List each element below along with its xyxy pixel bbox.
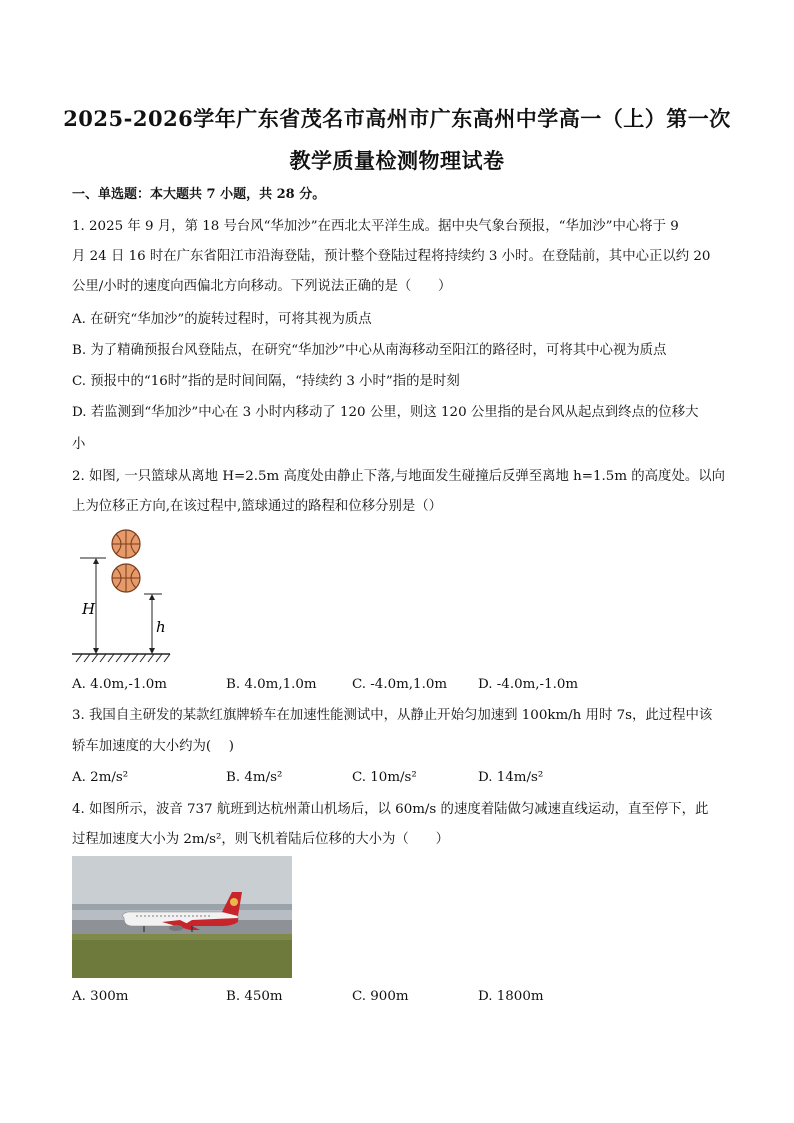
q1-option-d-cont: 小 bbox=[72, 437, 86, 452]
q1-option-a: A. 在研究“华加沙”的旋转过程时，可将其视为质点 bbox=[72, 312, 372, 327]
h-arrow-up bbox=[149, 594, 155, 600]
q2-option-d: D. -4.0m,-1.0m bbox=[478, 677, 579, 692]
q2-option-c: C. -4.0m,1.0m bbox=[352, 677, 448, 692]
q3-option-c: C. 10m/s² bbox=[352, 770, 417, 785]
q4-option-d: D. 1800m bbox=[478, 989, 544, 1004]
q3-stem-line2: 轿车加速度的大小约为( ) bbox=[72, 739, 235, 754]
H-arrow-down bbox=[93, 648, 99, 654]
airplane-photo-svg bbox=[72, 856, 292, 978]
H-label: H bbox=[82, 600, 96, 618]
q2-stem-line1: 2. 如图, 一只篮球从离地 H=2.5m 高度处由静止下落,与地面发生碰撞后反弹至离地 h=1.5m 的高度处。以向 bbox=[72, 469, 726, 484]
basketball-diagram bbox=[70, 522, 180, 664]
H-arrow-up bbox=[93, 558, 99, 564]
q1-option-c: C. 预报中的“16时”指的是时间间隔，“持续约 3 小时”指的是时刻 bbox=[72, 374, 460, 389]
airplane-photo bbox=[72, 856, 292, 978]
q1-stem-line2: 月 24 日 16 时在广东省阳江市沿海登陆，预计整个登陆过程将持续约 3 小时。在登陆前，其中心正以约 20 bbox=[72, 249, 711, 264]
exam-title-line1: 2025-2026学年广东省茂名市高州市广东高州中学高一（上）第一次 bbox=[63, 106, 731, 131]
q4-option-c: C. 900m bbox=[352, 989, 409, 1004]
q2-stem-line2: 上为位移正方向,在该过程中,篮球通过的路程和位移分别是（） bbox=[72, 499, 443, 514]
q1-option-b: B. 为了精确预报台风登陆点，在研究“华加沙”中心从南海移动至阳江的路径时，可将其中心视为质点 bbox=[72, 343, 667, 358]
q4-stem-line1: 4. 如图所示，波音 737 航班到达杭州萧山机场后，以 60m/s 的速度着陆做匀减速直线运动，直至停下，此 bbox=[72, 802, 709, 817]
q2-option-a: A. 4.0m,-1.0m bbox=[72, 677, 167, 692]
basketball-top bbox=[112, 530, 140, 558]
q3-option-b: B. 4m/s² bbox=[226, 770, 283, 785]
h-arrow-down bbox=[149, 648, 155, 654]
q4-stem-line2: 过程加速度大小为 2m/s²，则飞机着陆后位移的大小为（ ） bbox=[72, 832, 449, 847]
q1-stem-line1: 1. 2025 年 9 月，第 18 号台风“华加沙”在西北太平洋生成。据中央气象台预报，“华加沙”中心将于 9 bbox=[72, 219, 679, 234]
grass bbox=[72, 934, 292, 978]
q4-option-a: A. 300m bbox=[72, 989, 129, 1004]
h-label: h bbox=[156, 618, 166, 636]
exam-title-line2: 教学质量检测物理试卷 bbox=[289, 148, 505, 173]
basketball-diagram-svg bbox=[70, 522, 180, 664]
section-heading: 一、单选题：本大题共 7 小题，共 28 分。 bbox=[72, 187, 326, 202]
q1-option-d: D. 若监测到“华加沙”中心在 3 小时内移动了 120 公里，则这 120 公里指的是台风从起点到终点的位移大 bbox=[72, 405, 699, 420]
q3-option-d: D. 14m/s² bbox=[478, 770, 544, 785]
q3-option-a: A. 2m/s² bbox=[72, 770, 129, 785]
q3-stem-line1: 3. 我国自主研发的某款红旗牌轿车在加速性能测试中，从静止开始匀加速到 100km/h 用时 7s，此过程中该 bbox=[72, 708, 713, 723]
q4-option-b: B. 450m bbox=[226, 989, 283, 1004]
q1-stem-line3: 公里/小时的速度向西偏北方向移动。下列说法正确的是（ ） bbox=[72, 279, 452, 294]
q2-option-b: B. 4.0m,1.0m bbox=[226, 677, 317, 692]
ground-hatching bbox=[76, 654, 170, 662]
basketball-bottom bbox=[112, 564, 140, 592]
